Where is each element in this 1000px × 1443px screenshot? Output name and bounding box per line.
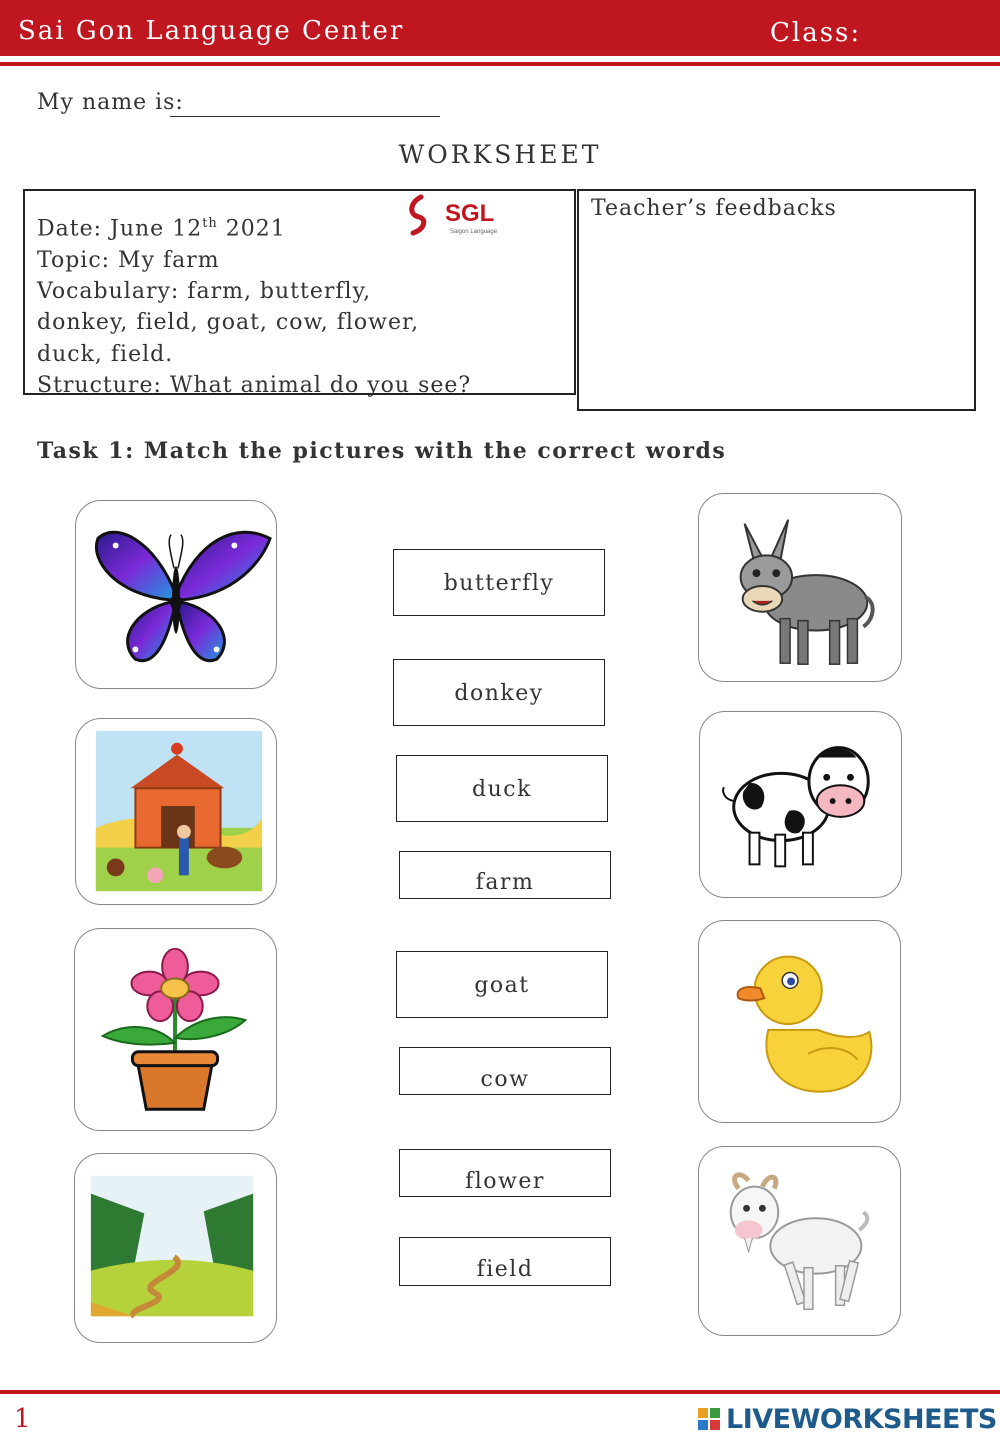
word-donkey[interactable]: donkey [393,659,605,726]
word-butterfly[interactable]: butterfly [393,549,605,616]
donkey-picture[interactable] [698,493,902,682]
task1-title: Task 1: Match the pictures with the correct words [37,438,727,464]
word-duck[interactable]: duck [396,755,608,822]
date-sup: th [202,216,218,231]
topic-line: Topic: My farm [37,247,220,273]
farm-picture[interactable] [75,718,277,905]
word-flower[interactable]: flower [399,1149,611,1197]
sgl-logo [407,193,507,237]
flower-icon [75,929,276,1130]
logo-text: SGL [445,200,495,227]
duck-picture[interactable] [698,920,901,1123]
duck-icon [699,921,900,1122]
donkey-icon [699,494,901,681]
footer-divider [0,1390,1000,1394]
goat-picture[interactable] [698,1146,901,1336]
cow-icon [700,712,901,897]
page-number: 1 [14,1404,31,1434]
word-cow[interactable]: cow [399,1047,611,1095]
date-prefix: Date: June 12 [37,216,203,242]
feedback-label: Teacher’s feedbacks [591,196,837,221]
farm-icon [76,719,276,904]
worksheet-title: WORKSHEET [398,140,602,169]
vocab-line-1: Vocabulary: farm, butterfly, [37,278,372,304]
feedback-box [577,189,976,411]
name-label: My name is: [37,90,184,115]
goat-icon [699,1147,900,1335]
name-line [170,116,440,117]
liveworksheets-icon [697,1407,721,1433]
flower-picture[interactable] [74,928,277,1131]
butterfly-icon [76,501,276,688]
butterfly-picture[interactable] [75,500,277,689]
header-divider [0,62,1000,66]
date-suffix: 2021 [217,216,286,242]
word-farm[interactable]: farm [399,851,611,899]
center-name: Sai Gon Language Center [18,16,405,46]
cow-picture[interactable] [699,711,902,898]
class-label: Class: [770,18,862,48]
liveworksheets-brand[interactable]: LIVEWORKSHEETS [726,1404,997,1435]
vocab-line-3: duck, field. [37,341,174,367]
field-picture[interactable] [74,1153,277,1343]
structure-line: Structure: What animal do you see? [37,372,472,398]
word-goat[interactable]: goat [396,951,608,1018]
field-icon [75,1154,276,1342]
logo-subtext: Saigon Language [450,229,498,235]
vocab-line-2: donkey, field, goat, cow, flower, [37,310,420,336]
word-field[interactable]: field [399,1237,611,1286]
